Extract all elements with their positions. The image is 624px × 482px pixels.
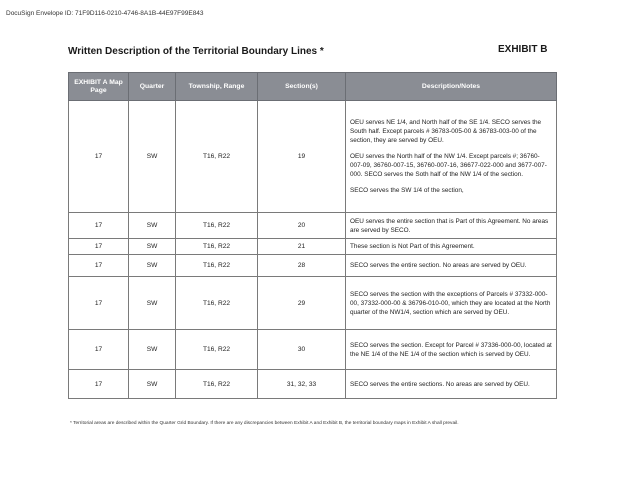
cell-map-page: 17	[69, 213, 129, 239]
header-sections: Section(s)	[258, 73, 346, 101]
cell-description	[346, 255, 557, 277]
cell-sections: 29	[258, 277, 346, 330]
table-row	[69, 330, 557, 370]
note-paragraph: SECO serves the entire sections. No areas are served by OEU.	[350, 380, 530, 388]
header-description: Description/Notes	[346, 73, 557, 101]
footnote: * Territorial areas are described within the Quarter Grid Boundary. If there are any discrepancies between Exhibit A and Exhibit B, the territorial boundary maps in Exhibit A shall prevail.	[70, 421, 459, 426]
note-paragraph: SECO serves the entire section. No areas are served by OEU.	[350, 262, 527, 269]
table-row	[69, 255, 557, 277]
cell-township-range: T16, R22	[176, 277, 258, 330]
cell-township-range: T16, R22	[176, 213, 258, 239]
cell-map-page: 17	[69, 370, 129, 399]
cell-description	[346, 330, 557, 370]
cell-map-page: 17	[69, 255, 129, 277]
cell-quarter: SW	[129, 101, 176, 213]
cell-quarter: SW	[129, 255, 176, 277]
cell-quarter: SW	[129, 213, 176, 239]
note-paragraph: SECO serves the SW 1/4 of the section,	[350, 187, 464, 194]
cell-sections: 28	[258, 255, 346, 277]
header-quarter: Quarter	[129, 73, 176, 101]
cell-description	[346, 101, 557, 213]
boundary-table	[68, 72, 557, 399]
cell-description	[346, 370, 557, 399]
cell-quarter: SW	[129, 370, 176, 399]
note-paragraph: These section is Not Part of this Agreement.	[350, 243, 475, 250]
table-row	[69, 370, 557, 399]
cell-quarter: SW	[129, 239, 176, 255]
cell-township-range: T16, R22	[176, 255, 258, 277]
table-row	[69, 213, 557, 239]
document-title: Written Description of the Territorial Boundary Lines *	[68, 46, 324, 57]
header-map-page: EXHIBIT A Map Page	[69, 73, 129, 101]
exhibit-label: EXHIBIT B	[498, 44, 548, 55]
header-township-range: Township, Range	[176, 73, 258, 101]
cell-township-range: T16, R22	[176, 370, 258, 399]
cell-map-page: 17	[69, 330, 129, 370]
cell-description	[346, 213, 557, 239]
cell-sections: 31, 32, 33	[258, 370, 346, 399]
cell-township-range: T16, R22	[176, 330, 258, 370]
cell-description	[346, 239, 557, 255]
cell-township-range: T16, R22	[176, 239, 258, 255]
cell-sections: 21	[258, 239, 346, 255]
note-paragraph: SECO serves the section with the exceptions of Parcels # 37332-000-00, 37332-000-00 & 36796-010-00, which they are located at the North quarter of the NW1/4, section which are served by OEU.	[350, 290, 551, 316]
cell-quarter: SW	[129, 277, 176, 330]
cell-sections: 30	[258, 330, 346, 370]
cell-sections: 20	[258, 213, 346, 239]
table-row	[69, 277, 557, 330]
cell-quarter: SW	[129, 330, 176, 370]
table-row	[69, 101, 557, 213]
docusign-envelope-id: DocuSign Envelope ID: 71F9D116-0210-4746-8A1B-44E97F99E843	[6, 10, 204, 17]
table-row	[69, 239, 557, 255]
cell-description	[346, 277, 557, 330]
cell-sections: 19	[258, 101, 346, 213]
note-paragraph: SECO serves the section. Except for Parcel # 37336-000-00, located at the NE 1/4 of the NE 1/4 of the section which is served by OEU.	[350, 341, 552, 358]
note-paragraph: OEU serves the entire section that is Part of this Agreement. No areas are served by SECO.	[350, 217, 549, 234]
note-paragraph: OEU serves the North half of the NW 1/4. Except parcels #; 36760-007-09, 36760-007-15, 36760-007-16, 36677-022-000 and 3677-007-000. SECO serves the Soth half of the NW 1/4 of the section.	[350, 153, 547, 178]
cell-township-range: T16, R22	[176, 101, 258, 213]
table-header-row	[69, 73, 557, 101]
cell-map-page: 17	[69, 101, 129, 213]
cell-map-page: 17	[69, 277, 129, 330]
cell-map-page: 17	[69, 239, 129, 255]
note-paragraph: OEU serves NE 1/4, and North half of the SE 1/4. SECO serves the South half. Except parcels # 36783-005-00 & 36783-003-00 of the section, they are served by OEU.	[350, 119, 542, 144]
